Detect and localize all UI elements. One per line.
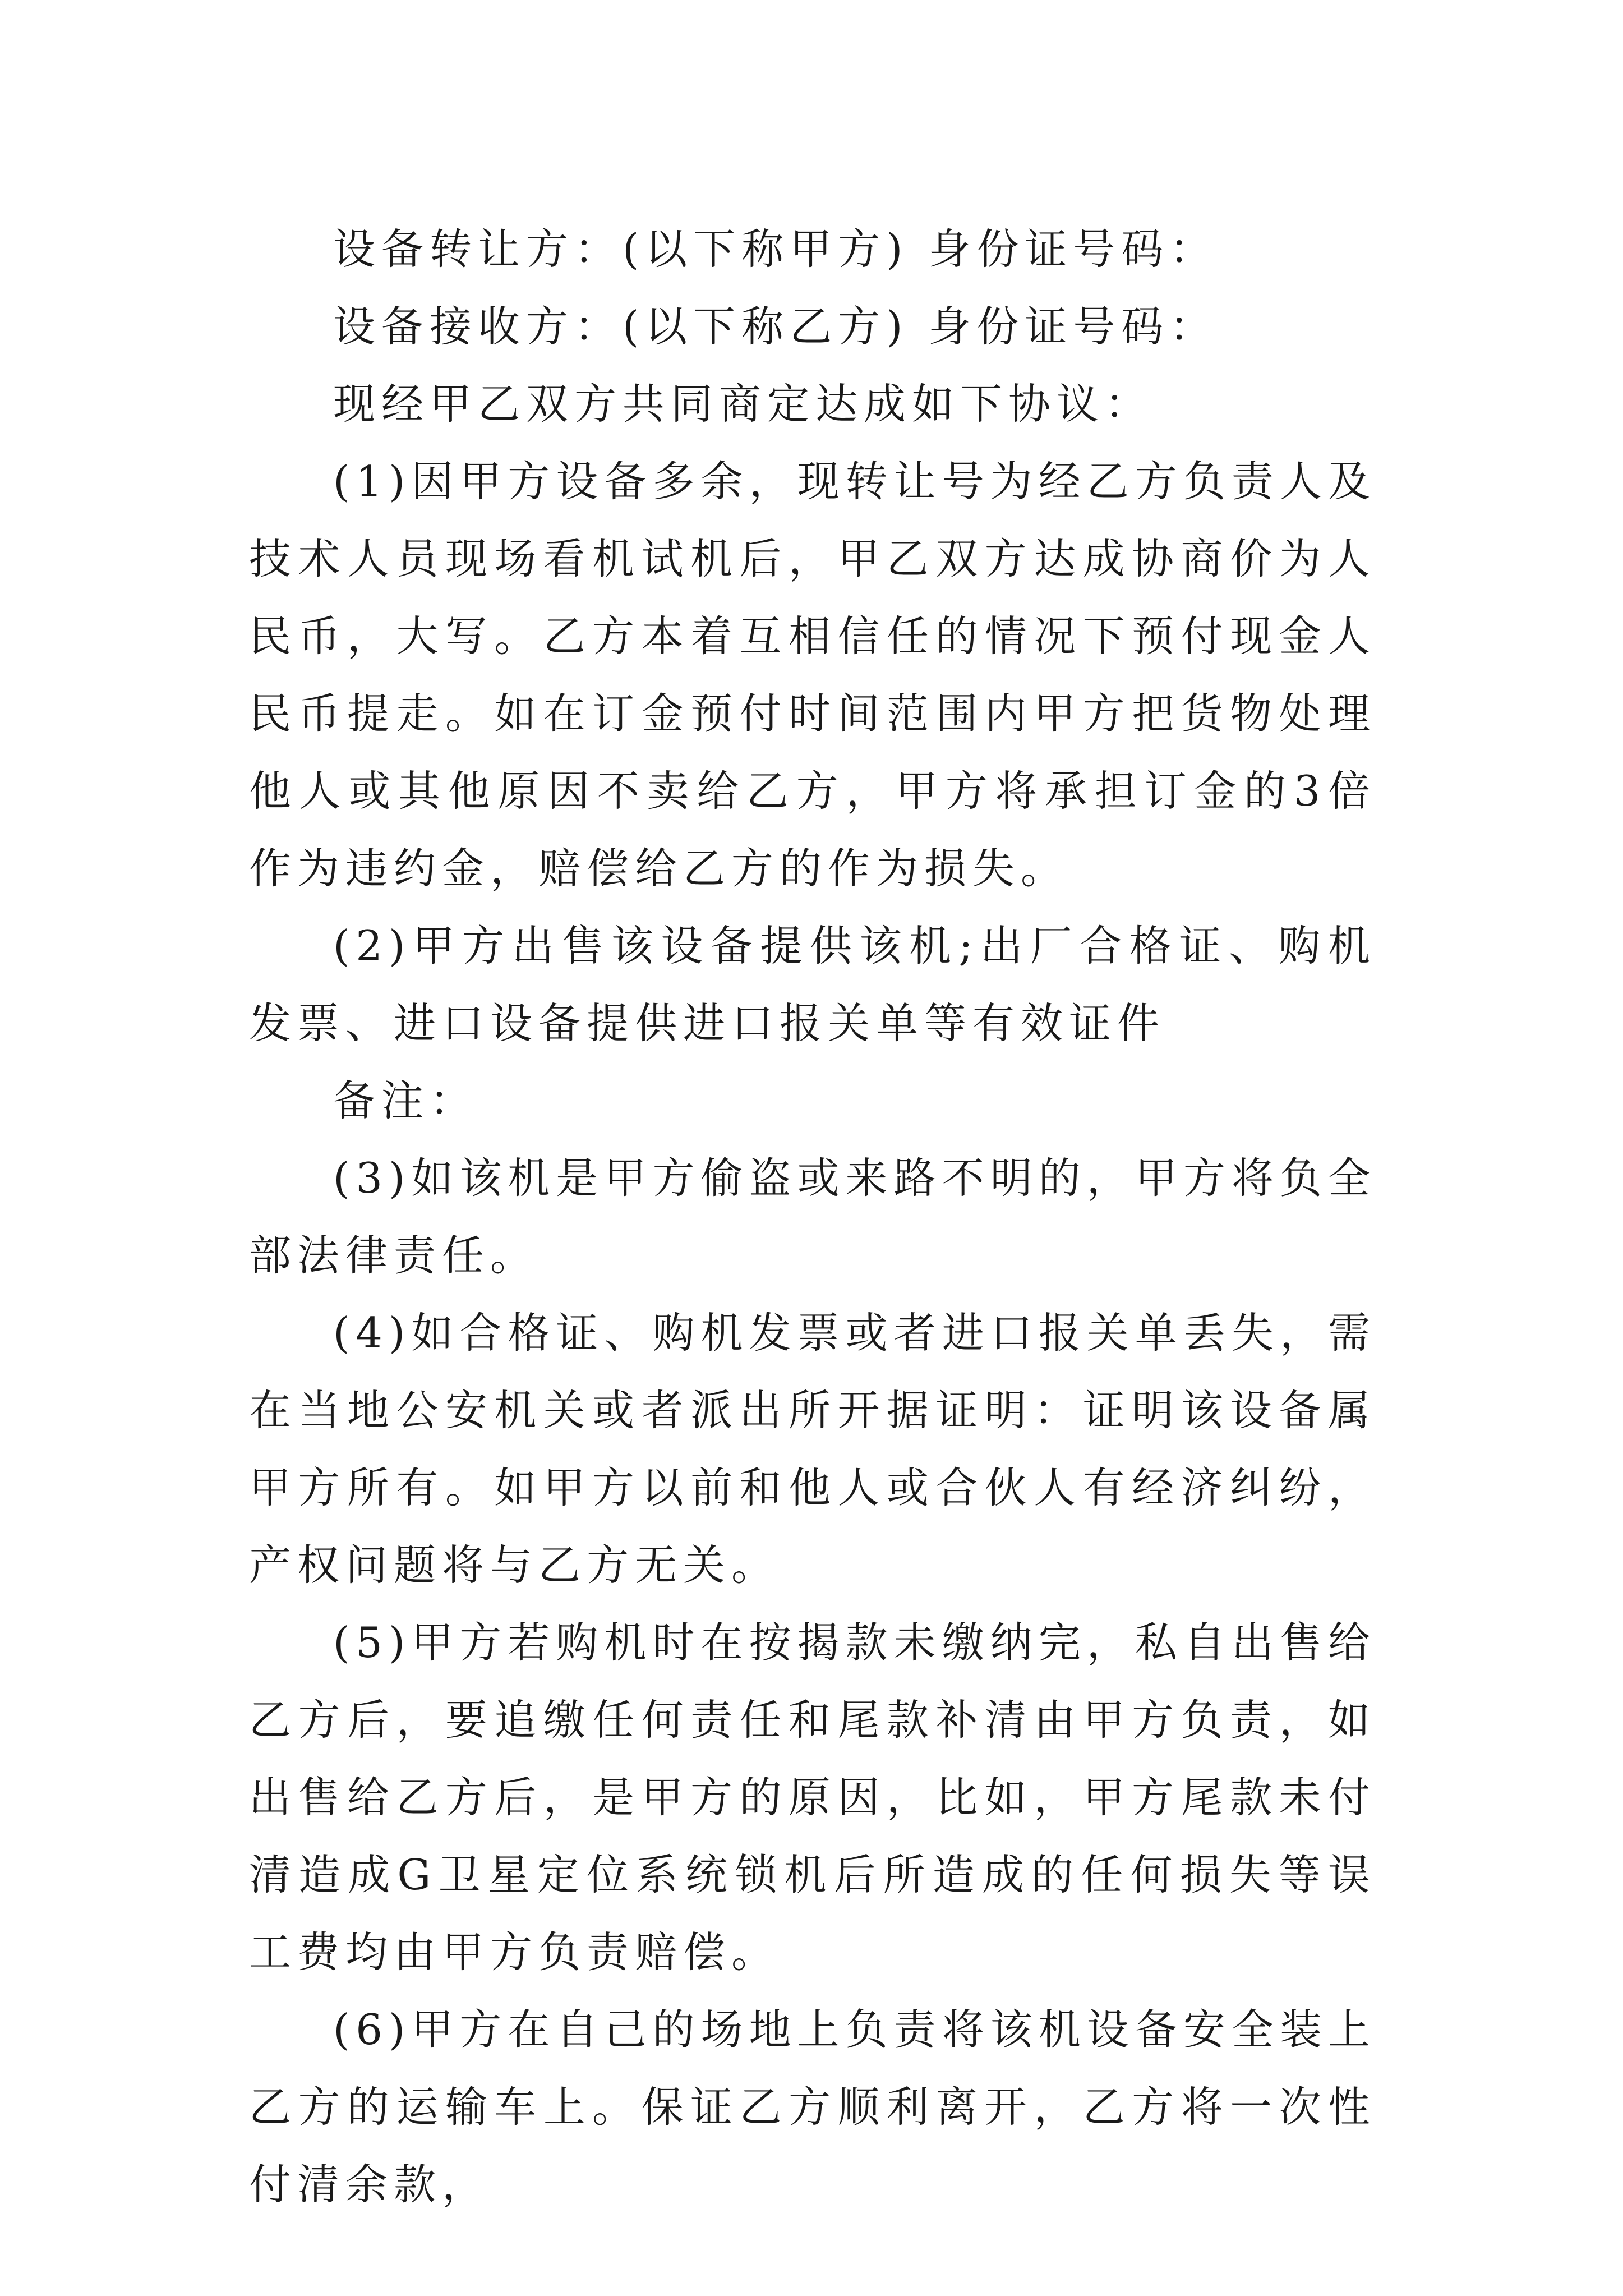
- paragraph-agreement-intro: 现经甲乙双方共同商定达成如下协议：: [333, 379, 1154, 429]
- document-body: [249, 210, 1376, 2223]
- paragraph-clause-6: (6)甲方在自己的场地上负责将该机设备安全装上乙方的运输车上。保证乙方顺利离开，乙方将一次性付清余款，: [249, 2005, 1376, 2209]
- paragraph-clause-5: (5)甲方若购机时在按揭款未缴纳完，私自出售给乙方后，要追缴任何责任和尾款补清由甲方负责，如出售给乙方后，是甲方的原因，比如，甲方尾款未付清造成G卫星定位系统锁机后所造成的任何损失等误工费均由甲方负责赔偿。: [249, 1618, 1376, 1977]
- paragraph-remarks: 备注：: [333, 1076, 478, 1125]
- paragraph-clause-1: (1)因甲方设备多余，现转让号为经乙方负责人及技术人员现场看机试机后，甲乙双方达成协商价为人民币，大写。乙方本着互相信任的情况下预付现金人民币提走。如在订金预付时间范围内甲方把货物处理他人或其他原因不卖给乙方，甲方将承担订金的3倍作为违约金，赔偿给乙方的作为损失。: [249, 457, 1376, 893]
- paragraph-clause-4: (4)如合格证、购机发票或者进口报关单丢失，需在当地公安机关或者派出所开据证明：证明该设备属甲方所有。如甲方以前和他人或合伙人有经济纠纷，产权问题将与乙方无关。: [249, 1308, 1376, 1590]
- paragraph-clause-2: (2)甲方出售该设备提供该机;出厂合格证、购机发票、进口设备提供进口报关单等有效证件: [249, 921, 1376, 1048]
- paragraph-clause-3: (3)如该机是甲方偷盗或来路不明的，甲方将负全部法律责任。: [249, 1153, 1376, 1280]
- paragraph-transferor: 设备转让方：(以下称甲方) 身份证号码：: [333, 224, 1218, 274]
- paragraph-transferee: 设备接收方：(以下称乙方) 身份证号码：: [333, 302, 1218, 351]
